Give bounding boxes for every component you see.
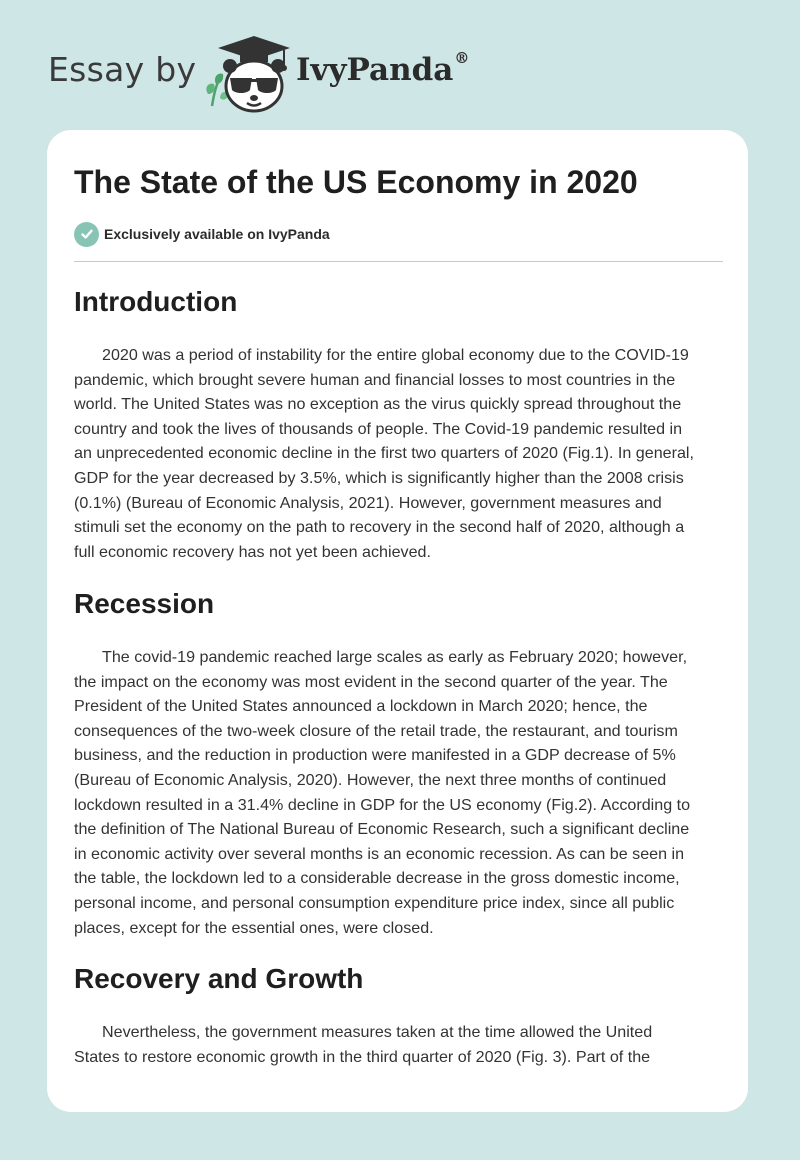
brand-name: IvyPanda	[296, 52, 454, 88]
essay-by-label: Essay by	[48, 50, 197, 89]
text-line: business, and the reduction in production were manifested in a GDP decrease of 5%	[74, 746, 676, 765]
text-line: personal income, and personal consumption expenditure price index, since all public	[74, 893, 675, 912]
text-line: (Bureau of Economic Analysis, 2020). However, the next three months of continued	[74, 770, 667, 789]
text-line: 2020 was a period of instability for the entire global economy due to the COVID-19	[102, 346, 689, 364]
text-line: (0.1%) (Bureau of Economic Analysis, 2021). However, government measures and	[74, 493, 662, 512]
text-line: the definition of The National Bureau of Economic Research, such a significant decline	[74, 820, 690, 839]
text-line: lockdown resulted in a 31.4% decline in GDP for the US economy (Fig.2). According to	[74, 795, 691, 814]
section-body-recovery-and-growth	[74, 1020, 723, 1069]
text-line: places, except for the essential ones, were closed.	[74, 918, 434, 937]
text-line: the table, the lockdown led to a considerable decrease in the gross domestic income,	[74, 869, 680, 888]
text-line: full economic recovery has not yet been achieved.	[74, 542, 431, 561]
text-line: stimuli set the economy on the path to recovery in the second half of 2020, although a	[74, 518, 685, 537]
brand-logo[interactable]	[296, 48, 470, 88]
section-heading-recession: Recession	[74, 588, 215, 619]
section-heading-recovery-and-growth: Recovery and Growth	[74, 963, 364, 994]
section-body-introduction	[74, 343, 723, 564]
text-line: Nevertheless, the government measures taken at the time allowed the United	[102, 1023, 653, 1041]
registered-mark: ®	[454, 48, 470, 67]
section-body-recession	[74, 645, 723, 940]
text-line: the impact on the economy was most evident in the second quarter of the year. The	[74, 672, 668, 691]
text-line: country and took the lives of thousands of people. The Covid-19 pandemic resulted in	[74, 419, 683, 438]
site-header	[0, 0, 800, 130]
section-heading-introduction: Introduction	[74, 286, 238, 317]
exclusive-badge	[74, 221, 330, 247]
exclusive-badge-label: Exclusively available on IvyPanda	[104, 226, 330, 242]
panda-graduate-icon[interactable]	[200, 34, 296, 114]
text-line: an unprecedented economic decline in the first two quarters of 2020 (Fig.1). In general,	[74, 444, 694, 463]
text-line: pandemic, which brought severe human and financial losses to most countries in the	[74, 370, 676, 389]
text-line: GDP for the year decreased by 3.5%, which is significantly higher than the 2008 crisis	[74, 468, 684, 487]
text-line: States to restore economic growth in the third quarter of 2020 (Fig. 3). Part of the	[74, 1047, 651, 1066]
text-line: consequences of the two-week closure of the retail trade, the restaurant, and tourism	[74, 721, 678, 740]
text-line: President of the United States announced a lockdown in March 2020; hence, the	[74, 697, 648, 716]
page-title: The State of the US Economy in 2020	[74, 164, 638, 200]
text-line: world. The United States was no exception as the virus quickly spread throughout the	[74, 395, 682, 414]
essay-card	[47, 130, 748, 1112]
check-icon	[74, 222, 99, 247]
text-line: The covid-19 pandemic reached large scales as early as February 2020; however,	[102, 648, 688, 666]
title-divider	[74, 261, 723, 262]
text-line: in economic activity over several months is an economic recession. As can be seen in	[74, 844, 685, 863]
